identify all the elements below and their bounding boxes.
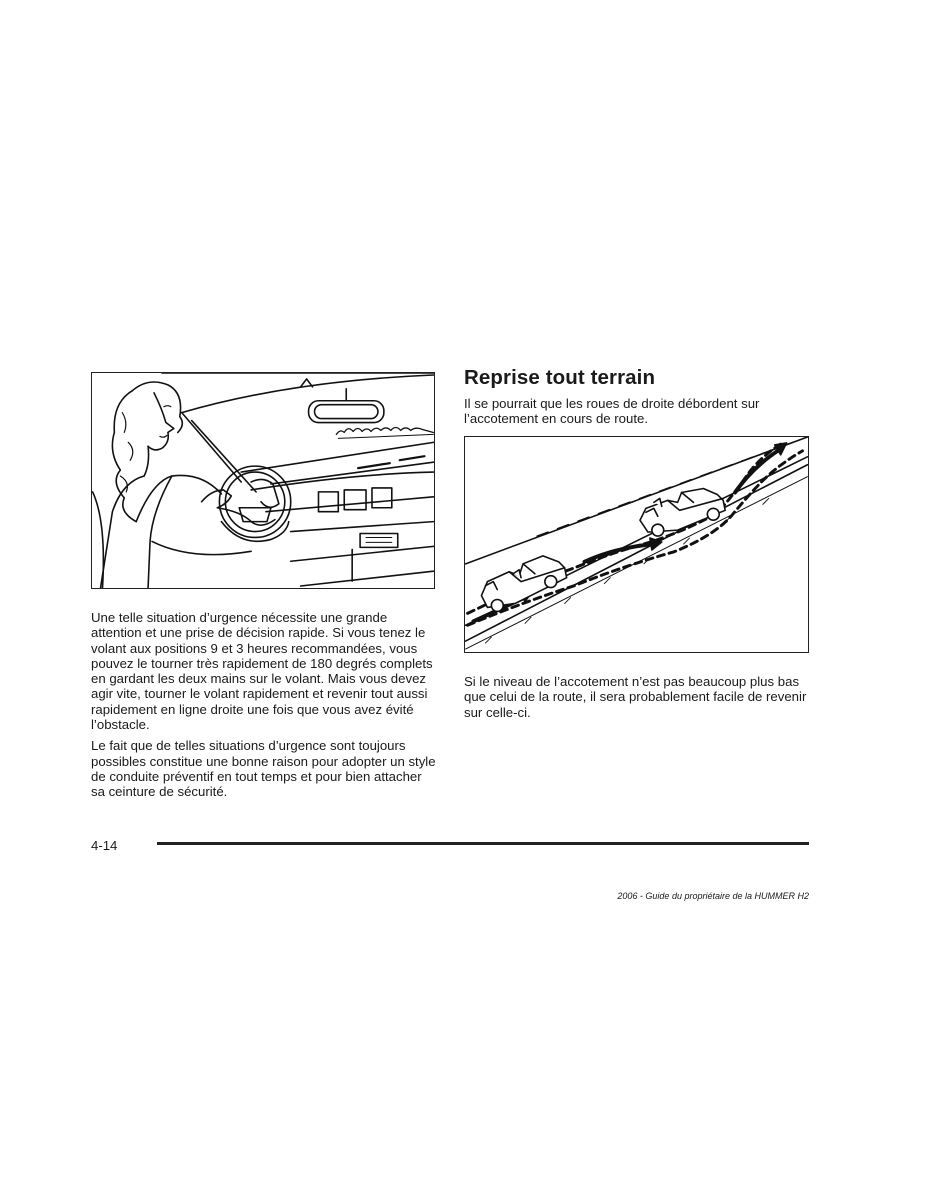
section-intro-paragraph: Il se pourrait que les roues de droite débordent sur l’accotement en cours de route. [464, 396, 760, 427]
driver-steering-illustration [91, 372, 435, 589]
page-number: 4-14 [91, 838, 118, 853]
road-shoulder-recovery-illustration [464, 436, 809, 653]
left-paragraph-2: Le fait que de telles situations d’urgence sont toujours possibles constitue une bonne raison pour adopter un style de conduite préventif en tout temps et pour bien attacher sa ceinture de sécurité. [91, 738, 436, 800]
section-title: Reprise tout terrain [464, 366, 656, 389]
left-paragraph-1: Une telle situation d’urgence nécessite une grande attention et une prise de décision rapide. Si vous tenez le volant aux positions 9 et 3 heures recommandées, vous pouvez le tourner très rapidement de 180 degrés complets en gardant les deux mains sur le volant. Mais vous devez agir vite, tourner le volant rapidement et revenir tout aussi rapidement en ligne droite une fois que vous avez évité l’obstacle. [91, 610, 433, 733]
footer-note: 2006 - Guide du propriétaire de la HUMMER H2 [617, 891, 809, 901]
section-after-figure-paragraph: Si le niveau de l’accotement n’est pas beaucoup plus bas que celui de la route, il sera probablement facile de revenir sur celle-ci. [464, 674, 807, 720]
footer-divider [157, 842, 809, 845]
left-column-text [91, 610, 436, 806]
